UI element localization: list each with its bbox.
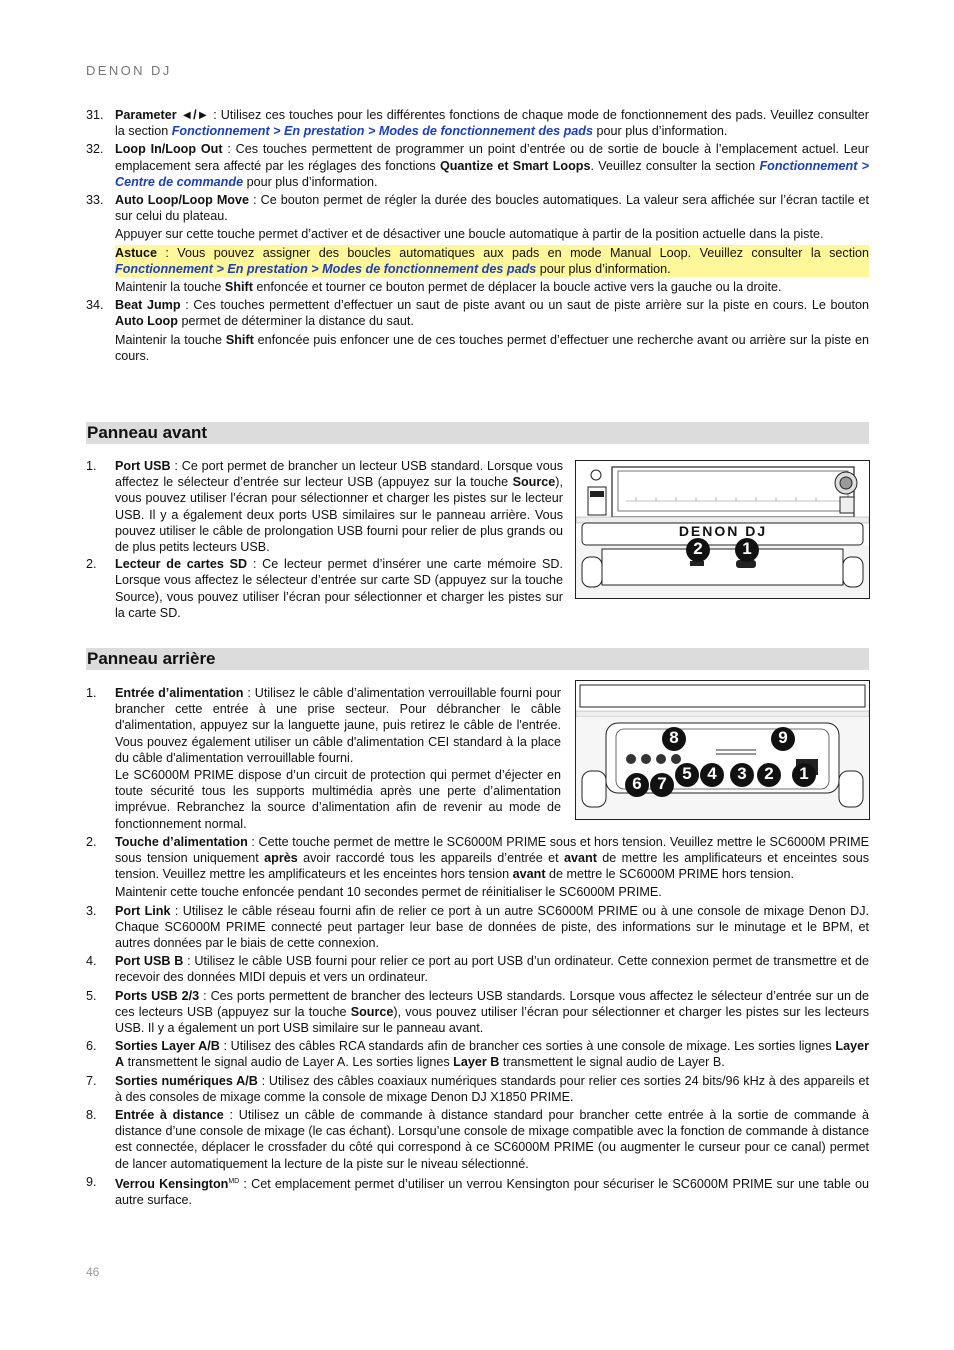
list-item: 2. Lecteur de cartes SD : Ce lecteur permet d’insérer une carte mémoire SD. Lorsque vous affectez le sélecteur d’entrée sur carte SD (appuyez sur la touche Source), vous pouvez utiliser l’écran pour sélectionner et charger les pistes sur la carte SD. — [86, 557, 563, 620]
link[interactable]: Modes de fonctionnement des pads — [322, 261, 537, 276]
device-brand-label: DENON DJ — [678, 523, 768, 539]
callout-label: 8 — [669, 728, 679, 747]
list-item: 5. Ports USB 2/3 : Ces ports permettent de brancher des lecteurs USB standards. Lorsque vous affectez le sélecteur d’entrée sur un de ces lecteurs USB (appuyez sur la touche Source), vous pouvez utiliser l’écran pour sélectionner et charger les pistes sur les lecteurs USB. Il y a également un port USB similaire sur le panneau avant. — [86, 988, 870, 1036]
callout-label: 7 — [657, 774, 667, 793]
link[interactable]: Fonctionnement — [171, 124, 270, 139]
callout-label: 2 — [693, 539, 703, 558]
list-item: 1. Entrée d’alimentation : Utilisez le câble d’alimentation verrouillable fourni pour brancher cette entrée à une prise secteur. Pour débrancher le câble d'alimentation, appuyez sur la languette jaune, puis retirez le câble de l'entrée. Vous pouvez également utiliser un câble d'alimentation CEI standard à la place du câble d'alimentation verrouillable fourni. Le SC6000M PRIME dispose d’un circuit de protection qui permet d’éjecter en toute sécurité tous les supports multimédia après une perte d’alimentation imprévue. Rebranchez la source d’alimentation afin de revenir au mode de fonctionnement normal. — [86, 686, 561, 831]
list-item: 6. Sorties Layer A/B : Utilisez des câbles RCA standards afin de brancher ces sorties à une console de mixage. Les sorties lignes Layer A transmettent le signal audio de Layer A. Les sorties lignes Layer B transmettent le signal audio de Layer B. — [86, 1039, 869, 1070]
tip-box: Astuce : Vous pouvez assigner des boucles automatiques aux pads en mode Manual Loop. Veuillez consulter la section Fonctionnement > En prestation > Modes de fonctionnement des pads pour plus d’information. — [115, 245, 869, 276]
callout-label: 1 — [742, 539, 752, 558]
list-item: 9. Verrou Kensington$^{MD}$ : Cet emplacement permet d’utiliser un verrou Kensington pour sécuriser le SC6000M PRIME sur une table ou autre surface. — [86, 1174, 869, 1208]
link[interactable]: Fonctionnement — [759, 158, 858, 173]
callout-label: 5 — [682, 764, 692, 783]
list-item: 8. Entrée à distance : Utilisez un câble de commande à distance standard pour brancher cette entrée à la sortie de commande à distance d’une console de mixage (le cas échant). Lorsqu’une console de mixage compatible avec la fonction de commande à distance est connectée, déplacer le crossfader du côté qui correspond à ce SC6000M PRIME (ou augmenter le curseur pour ce canal) permet de lancer automatiquement la lecture de la piste sur le niveau sélectionné. — [86, 1108, 869, 1171]
list-item: 31. Parameter ◄/► : Utilisez ces touches pour les différentes fonctions de chaque mode de fonctionnement des pads. Veuillez consulter la section Fonctionnement > En prestation > Modes de fonctionnement des pads pour plus d’information. — [86, 108, 869, 139]
callout-label: 3 — [737, 764, 747, 783]
callout-label: 9 — [778, 728, 788, 747]
link[interactable]: Modes de fonctionnement des pads — [378, 124, 593, 139]
list-item: 32. Loop In/Loop Out : Ces touches permettent de programmer un point d’entrée ou de sortie de boucle à l’emplacement actuel. Leur emplacement sera affecté par les réglages des fonctions Quantize et Smart Loops. Veuillez consulter la section Fonctionnement > Centre de commande pour plus d’information. — [86, 142, 870, 189]
section-heading: Panneau arrière — [86, 648, 869, 670]
list-item: 4. Port USB B : Utilisez le câble USB fourni pour relier ce port au port USB d’un ordinateur. Cette connexion permet de transmettre et de recevoir des données MIDI depuis et vers un ordinateur. — [86, 954, 869, 985]
list-item: 33. Auto Loop/Loop Move : Ce bouton permet de régler la durée des boucles automatiques. La valeur sera affichée sur l’écran tactile et sur celui du plateau. Appuyer sur cette touche permet d’activer et de désactiver une boucle automatique à partir de la position actuelle dans la piste. Astuce : Vous pouvez assigner des boucles automatiques aux pads en mode Manual Loop. Veuillez consulter la section Fonctionnement > En prestation > Modes de fonctionnement des pads pour plus d’information. Maintenir la touche Shift enfoncée et tourner ce bouton permet de déplacer la boucle active vers la gauche ou la droite. — [86, 193, 869, 295]
list-item: 34. Beat Jump : Ces touches permettent d’effectuer un saut de piste avant ou un saut de piste arrière sur la piste en cours. Le bouton Auto Loop permet de déterminer la distance du saut. Maintenir la touche Shift enfoncée puis enfoncer une de ces touches permet d’effectuer une recherche avant ou arrière sur la piste en cours. — [86, 298, 869, 363]
section-heading: Panneau avant — [86, 422, 869, 444]
front-panel-figure — [575, 460, 870, 599]
list-item: 7. Sorties numériques A/B : Utilisez des câbles coaxiaux numériques standards pour relier ces sorties 24 bits/96 kHz à des appareils et à des consoles de mixage comme la console de mixage Denon DJ X1850 PRIME. — [86, 1073, 870, 1104]
link[interactable]: Fonctionnement — [115, 261, 213, 276]
link[interactable]: En prestation — [284, 124, 365, 139]
link[interactable]: En prestation — [227, 261, 308, 276]
rear-panel-section — [86, 648, 869, 670]
callout-label: 1 — [799, 764, 809, 783]
link[interactable]: Centre de commande — [115, 174, 244, 189]
rear-panel-figure — [575, 680, 870, 820]
callout-label: 4 — [707, 764, 717, 783]
callout-label: 6 — [632, 774, 642, 793]
list-item: 1. Port USB : Ce port permet de brancher un lecteur USB standard. Lorsque vous affectez le sélecteur d’entrée sur lecteur USB (appuyez sur la touche Source), vous pouvez utiliser l’écran pour sélectionner et charger les pistes sur le lecteur USB. Il y a également deux ports USB similaires sur le panneau arrière. Vous pouvez utiliser le câble de prolongation USB fourni pour relier de plus grands ou de plus petits lecteurs USB. — [86, 459, 563, 555]
callout-label: 2 — [764, 764, 774, 783]
brand-logo: DENON DJ — [86, 63, 172, 78]
front-panel-section — [86, 422, 869, 444]
list-item: 2. Touche d’alimentation : Cette touche permet de mettre le SC6000M PRIME sous et hors tension. Veuillez mettre le SC6000M PRIME sous tension uniquement après avoir raccordé tous les appareils d’entrée et avant de mettre les amplificateurs et enceintes sous tension. Veuillez mettre les amplificateurs et les enceintes hors tension avant de mettre le SC6000M PRIME hors tension. Maintenir cette touche enfoncée pendant 10 secondes permet de réinitialiser le SC6000M PRIME. — [86, 834, 870, 900]
rear-panel-illustration — [576, 681, 869, 819]
front-panel-items — [86, 458, 563, 622]
page-number: 46 — [86, 1265, 100, 1279]
list-item: 3. Port Link : Utilisez le câble réseau fourni afin de relier ce port à un autre SC6000M PRIME ou à une console de mixage Denon DJ. Chaque SC6000M PRIME connecté peut partager leur base de données de piste, des informations sur le minutage et le BPM, et autres données par le biais de cette connexion. — [86, 903, 869, 951]
top-items — [86, 107, 869, 365]
